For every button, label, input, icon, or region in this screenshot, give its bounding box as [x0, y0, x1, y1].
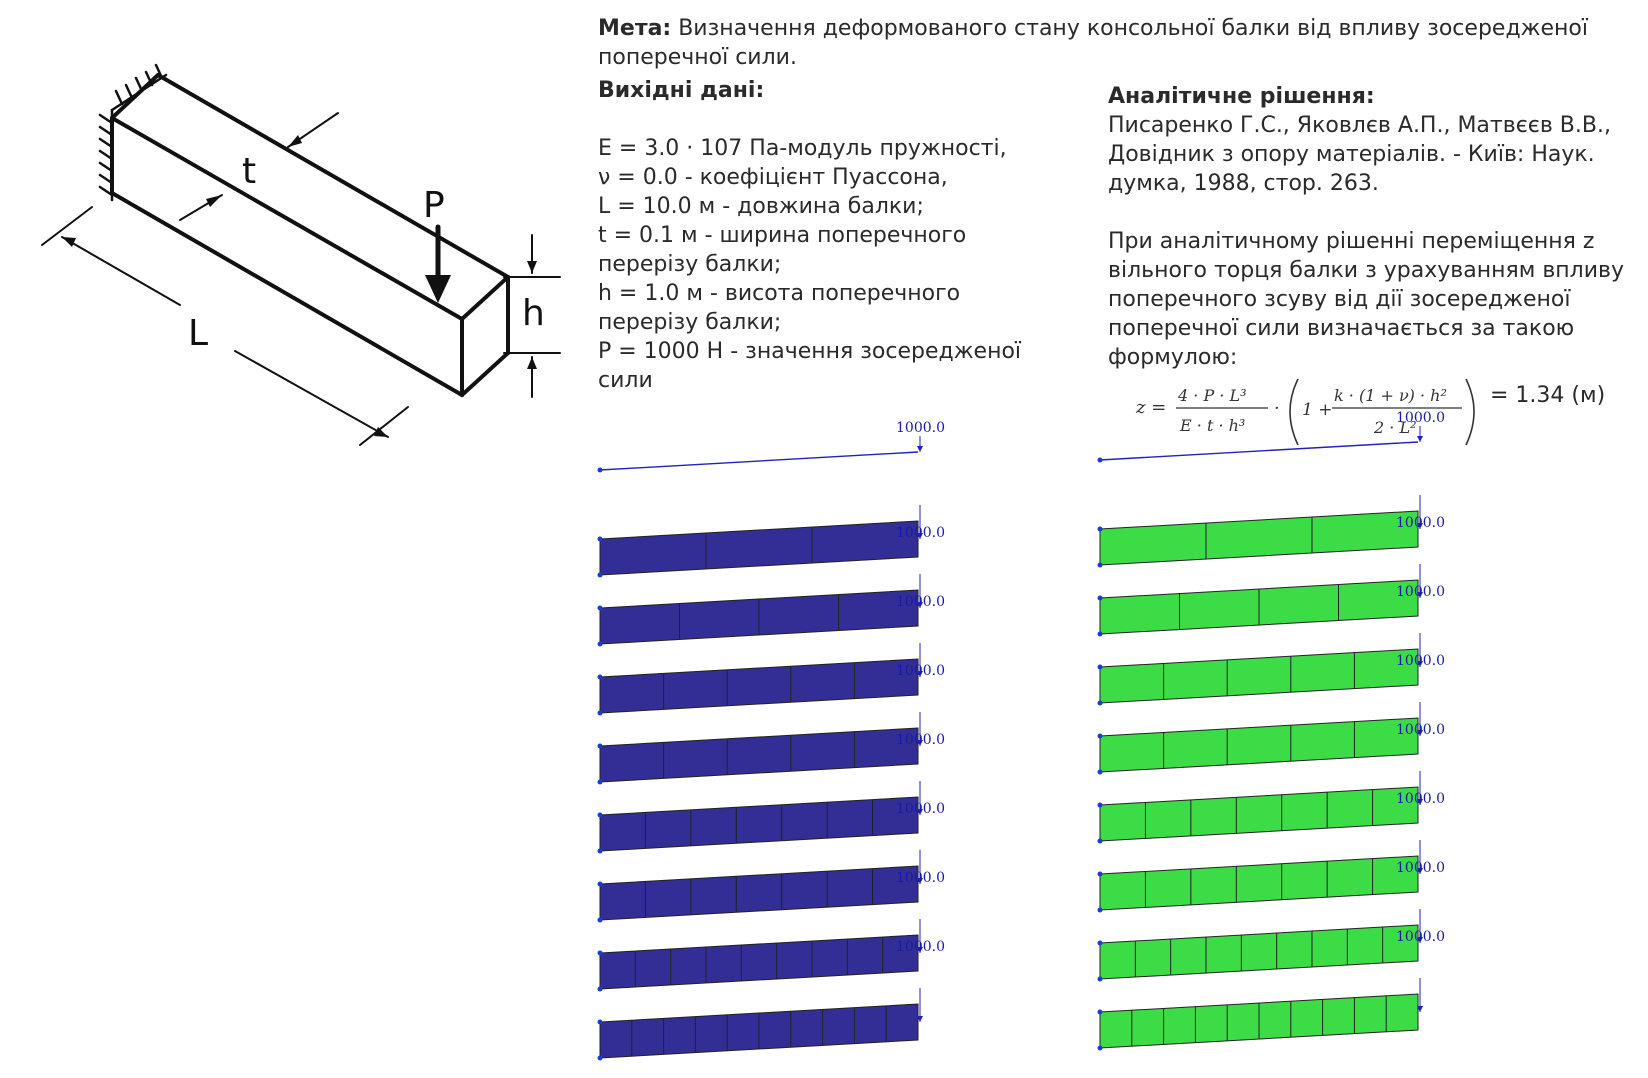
sketch-label-l: L: [188, 313, 209, 354]
beam-line: [1100, 442, 1418, 460]
analytic-reference: Писаренко Г.С., Яковлєв А.П., Матвєєв В.В., Довідник з опору матеріалів. - Київ: Наук. думка, 1988, стор. 263.: [1108, 113, 1611, 196]
node-point: [598, 744, 603, 749]
load-label: 1000.0: [896, 939, 945, 955]
node-point: [598, 951, 603, 956]
beam-body: [1100, 511, 1418, 565]
input-line: P = 1000 Н - значення зосередженої сили: [598, 339, 1022, 393]
beam-row-6: [1098, 771, 1446, 844]
node-point: [1098, 563, 1103, 568]
node-point: [598, 882, 603, 887]
formula-num1: 4 · P · L³: [1178, 386, 1247, 405]
beam-row-2: [1098, 495, 1446, 568]
formula-num2: k · (1 + ν) · h²: [1334, 386, 1447, 405]
beam-row-9: [598, 988, 924, 1061]
beam-row-7: [598, 850, 946, 923]
formula-one-plus: 1 +: [1302, 400, 1333, 420]
node-point: [1098, 770, 1103, 775]
beam-body: [600, 659, 918, 713]
load-label: 1000.0: [1396, 929, 1445, 945]
node-point: [1098, 458, 1103, 463]
beam-body: [1100, 856, 1418, 910]
beam-body: [1100, 787, 1418, 841]
input-line: L = 10.0 м - довжина балки;: [598, 194, 924, 219]
beam-line: [600, 452, 918, 470]
beam-row-4: [598, 643, 946, 716]
beam-body: [600, 521, 918, 575]
beam-row-2: [598, 505, 946, 578]
node-point: [598, 849, 603, 854]
node-point: [598, 606, 603, 611]
goal-paragraph: [598, 14, 1638, 72]
load-label: 1000.0: [896, 594, 945, 610]
node-point: [598, 711, 603, 716]
node-point: [598, 1056, 603, 1061]
beam-row-8: [1098, 909, 1446, 982]
node-point: [1098, 527, 1103, 532]
formula-den1: E · t · h³: [1180, 416, 1246, 435]
input-line: h = 1.0 м - висота поперечного перерізу балки;: [598, 281, 961, 335]
formula-den2: 2 · L²: [1374, 418, 1417, 437]
beam-row-1: [598, 420, 946, 473]
beam-row-5: [1098, 702, 1446, 775]
beam-row-6: [598, 781, 946, 854]
input-line: ν = 0.0 - коефіцієнт Пуассона,: [598, 165, 948, 190]
analytic-section: [1108, 82, 1643, 372]
node-point: [1098, 872, 1103, 877]
load-label: 1000.0: [1396, 515, 1445, 531]
node-point: [1098, 941, 1103, 946]
sketch-label-h: h: [522, 293, 545, 334]
input-data-section: [598, 76, 1038, 395]
formula-dot: ·: [1274, 398, 1280, 419]
node-point: [1098, 734, 1103, 739]
node-point: [1098, 596, 1103, 601]
load-label: 1000.0: [896, 732, 945, 748]
analytic-title: Аналітичне рішення:: [1108, 84, 1375, 109]
node-point: [598, 468, 603, 473]
load-label: 1000.0: [1396, 860, 1445, 876]
node-point: [1098, 1046, 1103, 1051]
input-line: t = 0.1 м - ширина поперечного перерізу балки;: [598, 223, 967, 277]
node-point: [1098, 977, 1103, 982]
node-point: [598, 537, 603, 542]
beam-row-3: [1098, 564, 1446, 637]
node-point: [598, 1020, 603, 1025]
load-label: 1000.0: [896, 663, 945, 679]
load-label: 1000.0: [1396, 653, 1445, 669]
load-arrowhead: [917, 446, 923, 452]
load-label: 1000.0: [1396, 722, 1445, 738]
sketch-label-p: P: [423, 185, 445, 226]
node-point: [598, 573, 603, 578]
cantilever-beam-sketch: [30, 35, 590, 505]
node-point: [1098, 839, 1103, 844]
beam-body: [1100, 925, 1418, 979]
analytic-description: При аналітичному рішенні переміщення z вільного торця балки з урахуванням впливу поперечного зсуву від дії зосередженої поперечної сили визначається за такою формулою:: [1108, 229, 1625, 370]
node-point: [598, 675, 603, 680]
node-point: [598, 987, 603, 992]
node-point: [598, 918, 603, 923]
beam-body: [600, 797, 918, 851]
input-line: E = 3.0 · 107 Па-модуль пружності,: [598, 136, 1007, 161]
formula-lhs: z =: [1136, 397, 1167, 418]
load-label: 1000.0: [1396, 584, 1445, 600]
load-label: 1000.0: [896, 525, 945, 541]
load-label: 1000.0: [896, 870, 945, 886]
beam-row-5: [598, 712, 946, 785]
node-point: [1098, 701, 1103, 706]
node-point: [1098, 803, 1103, 808]
beam-body: [600, 935, 918, 989]
sketch-label-t: t: [242, 151, 257, 192]
beam-row-8: [598, 919, 946, 992]
beam-body: [1100, 649, 1418, 703]
formula-result: = 1.34 (м): [1490, 383, 1606, 408]
beam-models-left: [600, 420, 960, 1060]
node-point: [1098, 632, 1103, 637]
input-data-title: Вихідні дані:: [598, 78, 765, 103]
beam-row-4: [1098, 633, 1446, 706]
load-label: 1000.0: [1396, 791, 1445, 807]
beam-row-9: [1098, 978, 1424, 1051]
node-point: [598, 642, 603, 647]
load-label: 1000.0: [896, 801, 945, 817]
load-arrowhead: [1417, 436, 1423, 442]
node-point: [1098, 908, 1103, 913]
node-point: [1098, 1010, 1103, 1015]
beam-row-3: [598, 574, 946, 647]
load-label: 1000.0: [896, 420, 945, 436]
node-point: [598, 780, 603, 785]
beam-body: [600, 866, 918, 920]
goal-label: Мета:: [598, 16, 672, 41]
load-label: 1000.0: [1396, 410, 1445, 426]
beam-row-7: [1098, 840, 1446, 913]
node-point: [598, 813, 603, 818]
beam-body: [1100, 718, 1418, 772]
beam-body: [600, 728, 918, 782]
node-point: [1098, 665, 1103, 670]
goal-text: Визначення деформованого стану консольної балки від впливу зосередженої поперечної сили.: [598, 16, 1588, 70]
